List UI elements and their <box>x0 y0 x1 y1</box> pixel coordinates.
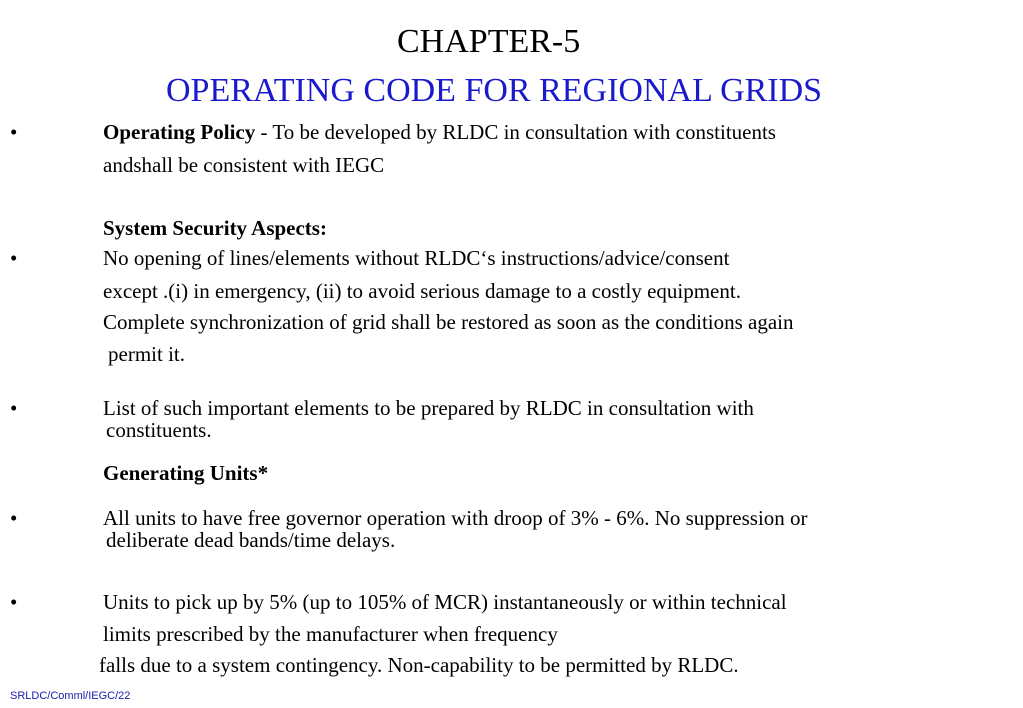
generating-heading: Generating Units* <box>103 461 269 485</box>
security-item-2-line-2: constituents. <box>106 418 212 442</box>
chapter-title: CHAPTER-5 <box>397 23 581 60</box>
bullet: • <box>10 590 18 614</box>
policy-heading: Operating Policy <box>103 120 256 144</box>
security-item-1-line-4: permit it. <box>108 342 185 366</box>
security-heading: System Security Aspects: <box>103 216 327 240</box>
generating-item-2-line-3: falls due to a system contingency. Non-capability to be permitted by RLDC. <box>99 653 739 677</box>
bullet: • <box>10 120 18 144</box>
security-item-1-line-1: No opening of lines/elements without RLDC‘s instructions/advice/consent <box>103 246 730 270</box>
bullet: • <box>10 396 18 420</box>
slide-subtitle: OPERATING CODE FOR REGIONAL GRIDS <box>166 72 823 109</box>
bullet: • <box>10 246 18 270</box>
policy-text: - To be developed by RLDC in consultation with constituents <box>255 120 776 144</box>
security-item-1-line-3: Complete synchronization of grid shall be restored as soon as the conditions again <box>103 310 794 334</box>
policy-line-2: andshall be consistent with IEGC <box>103 153 385 177</box>
security-item-1-line-2: except .(i) in emergency, (ii) to avoid serious damage to a costly equipment. <box>103 279 741 303</box>
generating-item-2-line-2: limits prescribed by the manufacturer when frequency <box>103 622 558 646</box>
generating-item-1-line-2: deliberate dead bands/time delays. <box>106 528 396 552</box>
bullet: • <box>10 506 18 530</box>
generating-item-1-line-1: All units to have free governor operation with droop of 3% - 6%. No suppression or <box>103 506 808 530</box>
footer-reference: SRLDC/Comml/IEGC/22 <box>10 690 131 702</box>
generating-item-2-line-1: Units to pick up by 5% (up to 105% of MCR) instantaneously or within technical <box>103 590 787 614</box>
policy-line-1 <box>103 120 776 144</box>
security-item-2-line-1: List of such important elements to be prepared by RLDC in consultation with <box>103 396 754 420</box>
